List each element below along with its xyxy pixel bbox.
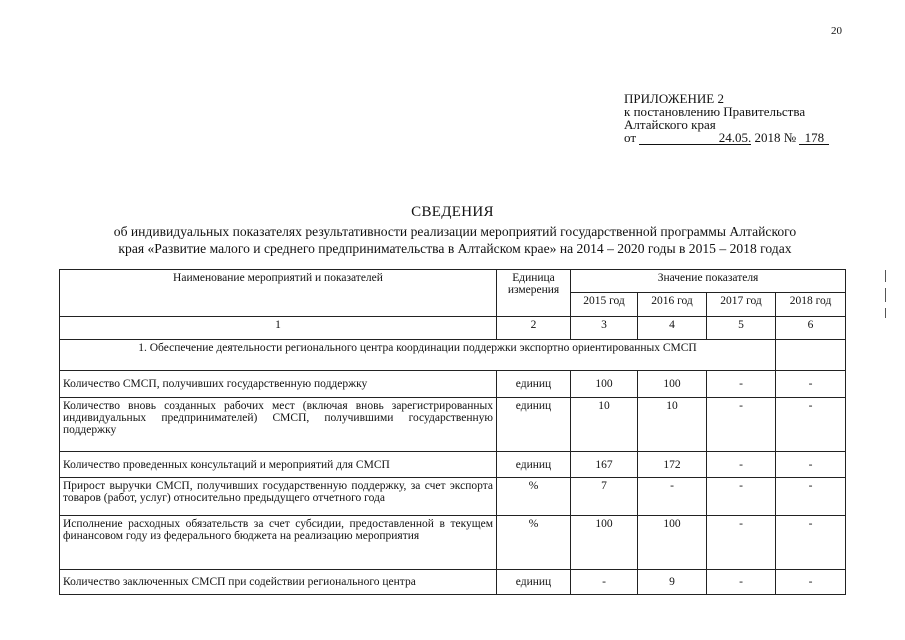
header-value: Значение показателя (571, 270, 846, 293)
appendix-date-line (624, 131, 829, 145)
appendix-title: ПРИЛОЖЕНИЕ 2 (624, 91, 724, 106)
indicator-name: Количество вновь созданных рабочих мест (включая вновь зарегистрированных индивидуальных предпринимателей) СМСП, получившими государственную поддержку (60, 398, 497, 452)
resolution-number: 178 (799, 131, 829, 145)
value-2017: - (707, 478, 776, 516)
value-2018: - (776, 570, 846, 595)
value-2016: 9 (638, 570, 707, 595)
header-name: Наименование мероприятий и показателей (60, 270, 497, 317)
resolution-date: 24.05. (639, 131, 751, 145)
header-year-2016: 2016 год (638, 293, 707, 317)
table-row (60, 478, 846, 516)
from-label: от (624, 130, 637, 145)
value-2016: 100 (638, 516, 707, 570)
value-2016: 100 (638, 371, 707, 398)
page-number: 20 (831, 25, 842, 37)
col-num-4: 4 (638, 317, 707, 340)
value-2015: 100 (571, 516, 638, 570)
scan-margin-marks (885, 270, 887, 320)
table-row (60, 516, 846, 570)
value-2017: - (707, 516, 776, 570)
header-unit: Единица измерения (497, 270, 571, 317)
indicator-name: Прирост выручки СМСП, получивших государственную поддержку, за счет экспорта товаров (работ, услуг) относительно предыдущего отчетного года (60, 478, 497, 516)
value-2017: - (707, 371, 776, 398)
col-num-1: 1 (60, 317, 497, 340)
indicator-unit: % (497, 516, 571, 570)
value-2017: - (707, 452, 776, 478)
value-2017: - (707, 570, 776, 595)
appendix-resolution: к постановлению Правительства (624, 104, 806, 119)
indicator-unit: единиц (497, 371, 571, 398)
header-year-2017: 2017 год (707, 293, 776, 317)
value-2015: 10 (571, 398, 638, 452)
col-num-5: 5 (707, 317, 776, 340)
value-2018: - (776, 452, 846, 478)
value-2015: 100 (571, 371, 638, 398)
section-title: 1. Обеспечение деятельности регионального центра координации поддержки экспортно ориентированных СМСП (60, 340, 776, 371)
indicator-unit: % (497, 478, 571, 516)
indicator-unit: единиц (497, 570, 571, 595)
subtitle-line-2: края «Развитие малого и среднего предпринимательства в Алтайском крае» на 2014 – 2020 годы в 2015 – 2018 годах (118, 241, 792, 256)
indicator-unit: единиц (497, 398, 571, 452)
indicator-name: Количество заключенных СМСП при содействии регионального центра (60, 570, 497, 595)
value-2018: - (776, 398, 846, 452)
value-2018: - (776, 478, 846, 516)
value-2016: - (638, 478, 707, 516)
value-2015: 167 (571, 452, 638, 478)
resolution-year: 2018 (754, 130, 781, 145)
value-2015: - (571, 570, 638, 595)
value-2017: - (707, 398, 776, 452)
indicator-name: Количество проведенных консультаций и мероприятий для СМСП (60, 452, 497, 478)
section-row (60, 340, 846, 371)
value-2018: - (776, 371, 846, 398)
col-num-3: 3 (571, 317, 638, 340)
table-row (60, 398, 846, 452)
value-2015: 7 (571, 478, 638, 516)
document-subtitle (60, 223, 850, 257)
header-year-2018: 2018 год (776, 293, 846, 317)
value-2016: 10 (638, 398, 707, 452)
value-2016: 172 (638, 452, 707, 478)
document-title: СВЕДЕНИЯ (411, 204, 494, 220)
indicator-name: Количество СМСП, получивших государственную поддержку (60, 371, 497, 398)
value-2018: - (776, 516, 846, 570)
col-num-2: 2 (497, 317, 571, 340)
indicators-table (59, 269, 846, 595)
header-row-1 (60, 270, 846, 293)
number-sign: № (783, 130, 797, 145)
subtitle-line-1: об индивидуальных показателях результативности реализации мероприятий государственной программы Алтайского (113, 224, 797, 239)
table-row (60, 371, 846, 398)
appendix-block (624, 92, 829, 145)
appendix-region: Алтайского края (624, 117, 716, 132)
indicator-unit: единиц (497, 452, 571, 478)
table-row (60, 452, 846, 478)
indicator-name: Исполнение расходных обязательств за счет субсидии, предоставленной в текущем финансовом году из федерального бюджета на реализацию мероприятия (60, 516, 497, 570)
column-number-row (60, 317, 846, 340)
col-num-6: 6 (776, 317, 846, 340)
header-year-2015: 2015 год (571, 293, 638, 317)
section-empty-cell (776, 340, 846, 371)
table-row (60, 570, 846, 595)
